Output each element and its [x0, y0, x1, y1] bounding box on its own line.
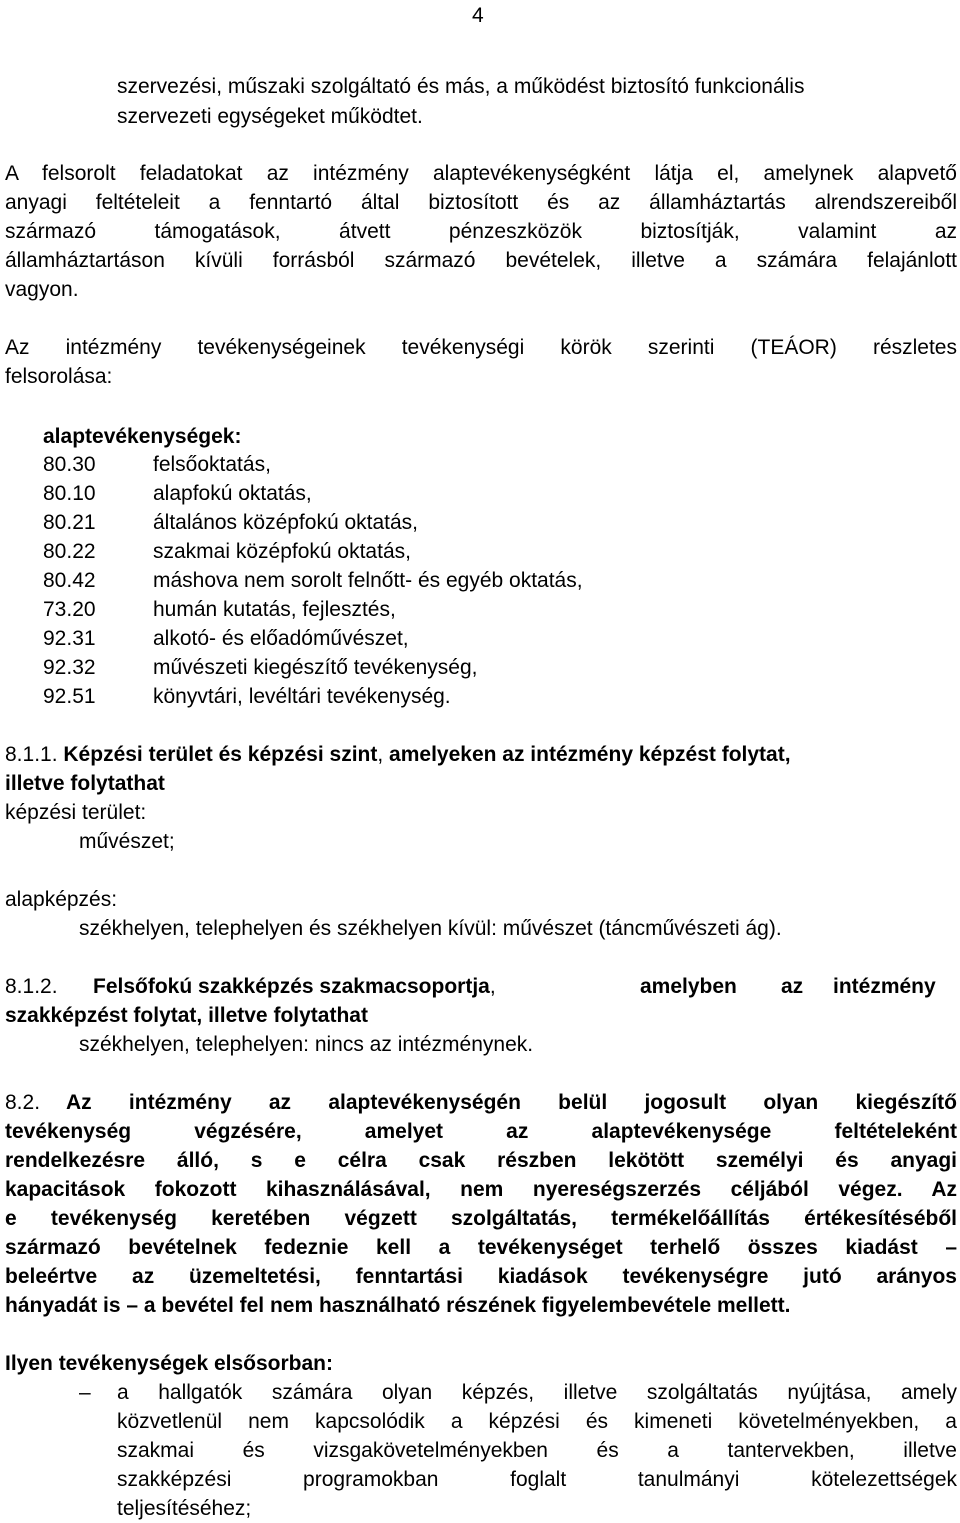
para1-line-1: A felsorolt feladatokat az intézmény alaptevékenységként látja el, amelynek alapvető: [5, 162, 957, 185]
activity-code: 80.30: [43, 453, 96, 476]
activity-code: 73.20: [43, 598, 96, 621]
section-8-2-line-4: kapacitások fokozott kihasználásával, nem nyereségszerzés céljából végez. Az: [5, 1178, 957, 1201]
list-dash: –: [79, 1381, 91, 1404]
section-8-2-line-5: e tevékenység keretében végzett szolgáltatás, termékelőállítás értékesítéséből: [5, 1207, 957, 1230]
activity-label: általános középfokú oktatás,: [153, 511, 419, 534]
activity-code: 92.32: [43, 656, 96, 679]
section-number: 8.1.1.: [5, 743, 58, 766]
activity-label: máshova nem sorolt felnőtt- és egyéb oktatás,: [153, 569, 583, 592]
section-8-2-line-8: hányadát is – a bevétel fel nem használható részének figyelembevétele mellett.: [5, 1294, 791, 1317]
activity-label: felsőoktatás,: [153, 453, 271, 476]
section-8-1-2-word: amelyben: [640, 975, 737, 998]
training-area-label: képzési terület:: [5, 801, 147, 824]
activity-label: humán kutatás, fejlesztés,: [153, 598, 396, 621]
intro-line-1: szervezési, műszaki szolgáltató és más, a működést biztosító funkcionális: [117, 75, 805, 98]
section-8-2-line-6: származó bevételnek fedeznie kell a tevékenységet terhelő összes kiadást –: [5, 1236, 957, 1259]
activity-code: 80.21: [43, 511, 96, 534]
intro-line-2: szervezeti egységeket működtet.: [117, 105, 423, 128]
para2-line-1: Az intézmény tevékenységeinek tevékenységi körök szerinti (TEÁOR) részletes: [5, 336, 957, 359]
examples-line-2: közvetlenül nem kapcsolódik a képzési és kimeneti követelményekben, a: [117, 1410, 957, 1433]
activity-code: 92.51: [43, 685, 96, 708]
section-8-1-2-value: székhelyen, telephelyen: nincs az intézménynek.: [79, 1033, 534, 1056]
section-8-2-line-3: rendelkezésre álló, s e célra csak részben lekötött személyi és anyagi: [5, 1149, 957, 1172]
para1-line-5: vagyon.: [5, 278, 79, 301]
section-8-1-1-heading-cont: illetve folytathat: [5, 772, 165, 795]
examples-heading: Ilyen tevékenységek elsősorban:: [5, 1352, 333, 1375]
basic-training-value: székhelyen, telephelyen és székhelyen kívül: művészet (táncművészeti ág).: [79, 917, 782, 940]
examples-line-4: szakképzési programokban foglalt tanulmányi kötelezettségek: [117, 1468, 957, 1491]
section-title-bold-rest: amelyeken az intézmény képzést folytat,: [389, 743, 791, 766]
activity-label: alapfokú oktatás,: [153, 482, 312, 505]
training-area-value: művészet;: [79, 830, 175, 853]
activity-code: 92.31: [43, 627, 96, 650]
examples-line-5: teljesítéséhez;: [117, 1497, 252, 1520]
section-title-bold: Képzési terület és képzési szint: [63, 743, 378, 766]
activity-label: könyvtári, levéltári tevékenység.: [153, 685, 451, 708]
section-8-1-2-title: [93, 972, 496, 1001]
examples-line-3: szakmai és vizsgakövetelményekben és a tantervekben, illetve: [117, 1439, 957, 1462]
section-8-1-2-word: az: [781, 975, 804, 998]
section-8-1-1-heading: [5, 740, 791, 769]
section-separator: ,: [377, 743, 384, 766]
activity-code: 80.42: [43, 569, 96, 592]
activities-heading: alaptevékenységek:: [43, 425, 242, 448]
para2-line-2: felsorolása:: [5, 365, 113, 388]
examples-line-1: a hallgatók számára olyan képzés, illetve szolgáltatás nyújtása, amely: [117, 1381, 957, 1404]
section-8-1-2-heading-cont: szakképzést folytat, illetve folytathat: [5, 1004, 368, 1027]
para1-line-3: származó támogatások, átvett pénzeszközök biztosítják, valamint az: [5, 220, 957, 243]
section-8-2-line-1: Az intézmény az alaptevékenységén belül jogosult olyan kiegészítő: [66, 1091, 957, 1114]
page-number: 4: [472, 4, 484, 27]
activity-code: 80.22: [43, 540, 96, 563]
section-8-2-line-2: tevékenység végzésére, amelyet az alaptevékenysége feltételeként: [5, 1120, 957, 1143]
section-8-1-2-word: intézmény: [833, 975, 936, 998]
section-8-2-line-7: beleértve az üzemeltetési, fenntartási kiadások tevékenységre jutó arányos: [5, 1265, 957, 1288]
section-8-2-number: 8.2.: [5, 1091, 41, 1114]
basic-training-label: alapképzés:: [5, 888, 118, 911]
activity-label: szakmai középfokú oktatás,: [153, 540, 411, 563]
activity-label: alkotó- és előadóművészet,: [153, 627, 409, 650]
para1-line-2: anyagi feltételeit a fenntartó által biztosított és az államháztartás alrendszereiből: [5, 191, 957, 214]
activity-code: 80.10: [43, 482, 96, 505]
section-8-1-2-number: 8.1.2.: [5, 975, 58, 998]
section-title-bold: Felsőfokú szakképzés szakmacsoportja: [93, 975, 490, 998]
section-separator: ,: [489, 975, 496, 998]
para1-line-4: államháztartáson kívüli forrásból származó bevételek, illetve a számára felajánlott: [5, 249, 957, 272]
activity-label: művészeti kiegészítő tevékenység,: [153, 656, 478, 679]
